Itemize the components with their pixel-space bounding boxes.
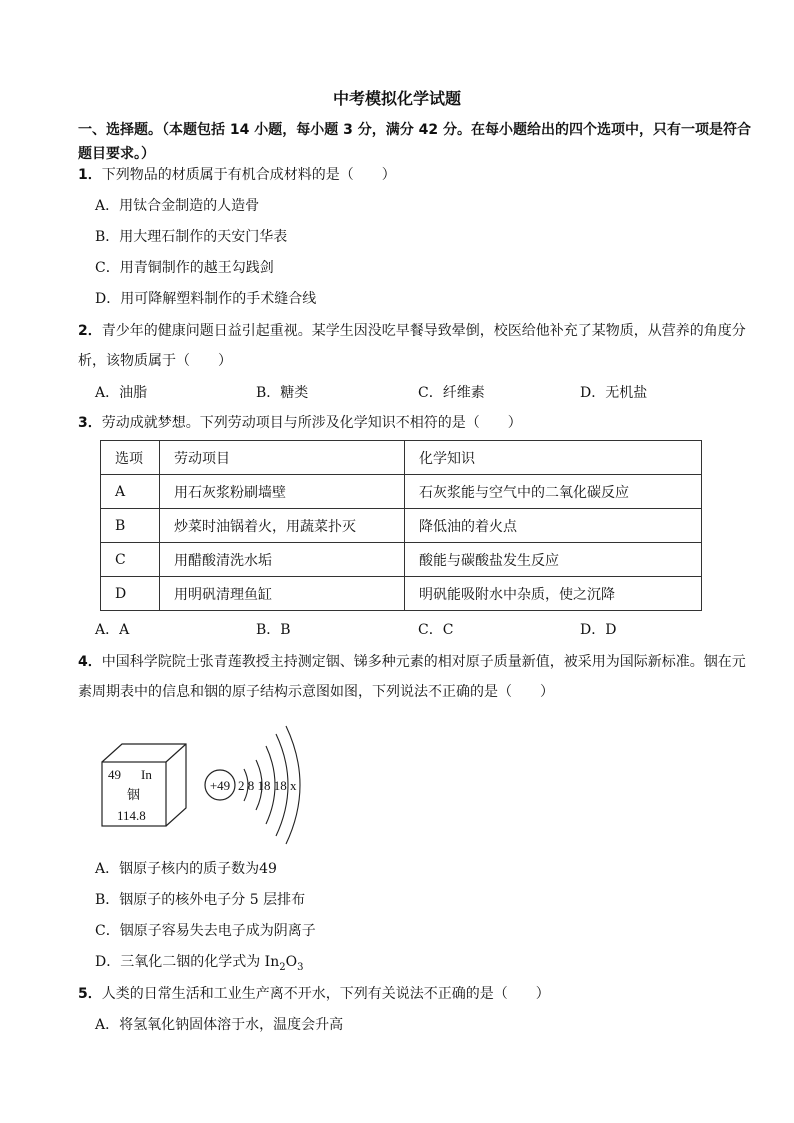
element-name: 铟 <box>127 788 141 803</box>
question-2 <box>78 316 758 376</box>
option-a: A．将氢氧化钠固体溶于水，温度会升高 <box>95 1017 344 1033</box>
table-cell: B <box>101 509 160 543</box>
table-header-cell: 化学知识 <box>405 441 702 475</box>
electron-counts: 2 8 18 18 x <box>238 778 297 793</box>
table-row <box>101 475 702 509</box>
question-number: 3． <box>78 415 102 431</box>
question-number: 4． <box>78 654 102 670</box>
option-c: C．用青铜制作的越王勾践剑 <box>95 260 274 276</box>
option-b: B．B <box>256 622 291 638</box>
question-number: 1． <box>78 167 102 183</box>
table-cell: 明矾能吸附水中杂质，使之沉降 <box>405 577 702 611</box>
option-text: D．三氧化二铟的化学式为 In <box>95 954 280 970</box>
option-a: A．油脂 <box>95 385 148 401</box>
subscript: 2 <box>279 961 286 973</box>
option-a: A．用钛合金制造的人造骨 <box>95 198 260 214</box>
element-box-edge <box>166 744 186 762</box>
page-title: 中考模拟化学试题 <box>332 89 461 108</box>
option-b: B．用大理石制作的天安门华表 <box>95 229 288 245</box>
question-stem: 青少年的健康问题日益引起重视。某学生因没吃早餐导致晕倒，校医给他补充了某物质，从营养的角度分析，该物质属于（ ） <box>78 323 746 369</box>
table-cell: 用石灰浆粉刷墙壁 <box>160 475 405 509</box>
table-cell: 酸能与碳酸盐发生反应 <box>405 543 702 577</box>
table-header-row <box>101 441 702 475</box>
table-cell: 用醋酸清洗水垢 <box>160 543 405 577</box>
option-c: C．铟原子容易失去电子成为阴离子 <box>95 923 316 939</box>
question-stem: 劳动成就梦想。下列劳动项目与所涉及化学知识不相符的是（ ） <box>101 415 522 431</box>
question-number: 2． <box>78 323 102 339</box>
question-1 <box>78 165 758 185</box>
table-header-cell: 选项 <box>101 441 160 475</box>
section-header: 一、选择题。（本题包括 14 小题，每小题 3 分，满分 42 分。在每小题给出的四个选项中，只有一项是符合题目要求。） <box>78 122 751 162</box>
atom-structure-figure <box>200 722 310 848</box>
question-stem: 中国科学院院士张青莲教授主持测定铟、锑多种元素的相对原子质量新值，被采用为国际新标准。铟在元素周期表中的信息和铟的原子结构示意图如图，下列说法不正确的是（ ） <box>78 654 746 700</box>
question-stem: 人类的日常生活和工业生产离不开水，下列有关说法不正确的是（ ） <box>101 986 550 1002</box>
table-cell: C <box>101 543 160 577</box>
option-d: D．用可降解塑料制作的手术缝合线 <box>95 291 317 307</box>
atomic-mass: 114.8 <box>117 808 146 823</box>
nucleus-charge: +49 <box>209 778 231 793</box>
element-symbol: In <box>141 767 152 782</box>
option-text: O <box>285 954 298 970</box>
option-d <box>95 952 303 978</box>
question-3 <box>78 413 758 433</box>
table-cell: 炒菜时油锅着火，用蔬菜扑灭 <box>160 509 405 543</box>
option-d: D．D <box>580 622 617 638</box>
table-cell: 用明矾清理鱼缸 <box>160 577 405 611</box>
element-cell-figure <box>98 740 190 830</box>
option-a: A．铟原子核内的质子数为49 <box>95 861 277 877</box>
option-b: B．铟原子的核外电子分 5 层排布 <box>95 892 306 908</box>
table-cell: 降低油的着火点 <box>405 509 702 543</box>
question-5 <box>78 984 758 1004</box>
option-c: C．纤维素 <box>418 385 485 401</box>
option-d: D．无机盐 <box>580 385 648 401</box>
question-4 <box>78 647 758 707</box>
question-stem: 下列物品的材质属于有机合成材料的是（ ） <box>101 167 396 183</box>
option-a: A．A <box>95 622 130 638</box>
knowledge-table <box>100 440 702 611</box>
table-cell: 石灰浆能与空气中的二氧化碳反应 <box>405 475 702 509</box>
table-row <box>101 543 702 577</box>
option-b: B．糖类 <box>256 385 309 401</box>
table-header-cell: 劳动项目 <box>160 441 405 475</box>
option-c: C．C <box>418 622 454 638</box>
question-number: 5． <box>78 986 102 1002</box>
table-row <box>101 509 702 543</box>
table-row <box>101 577 702 611</box>
table-cell: D <box>101 577 160 611</box>
atomic-number: 49 <box>108 767 121 782</box>
subscript: 3 <box>297 961 304 973</box>
table-cell: A <box>101 475 160 509</box>
